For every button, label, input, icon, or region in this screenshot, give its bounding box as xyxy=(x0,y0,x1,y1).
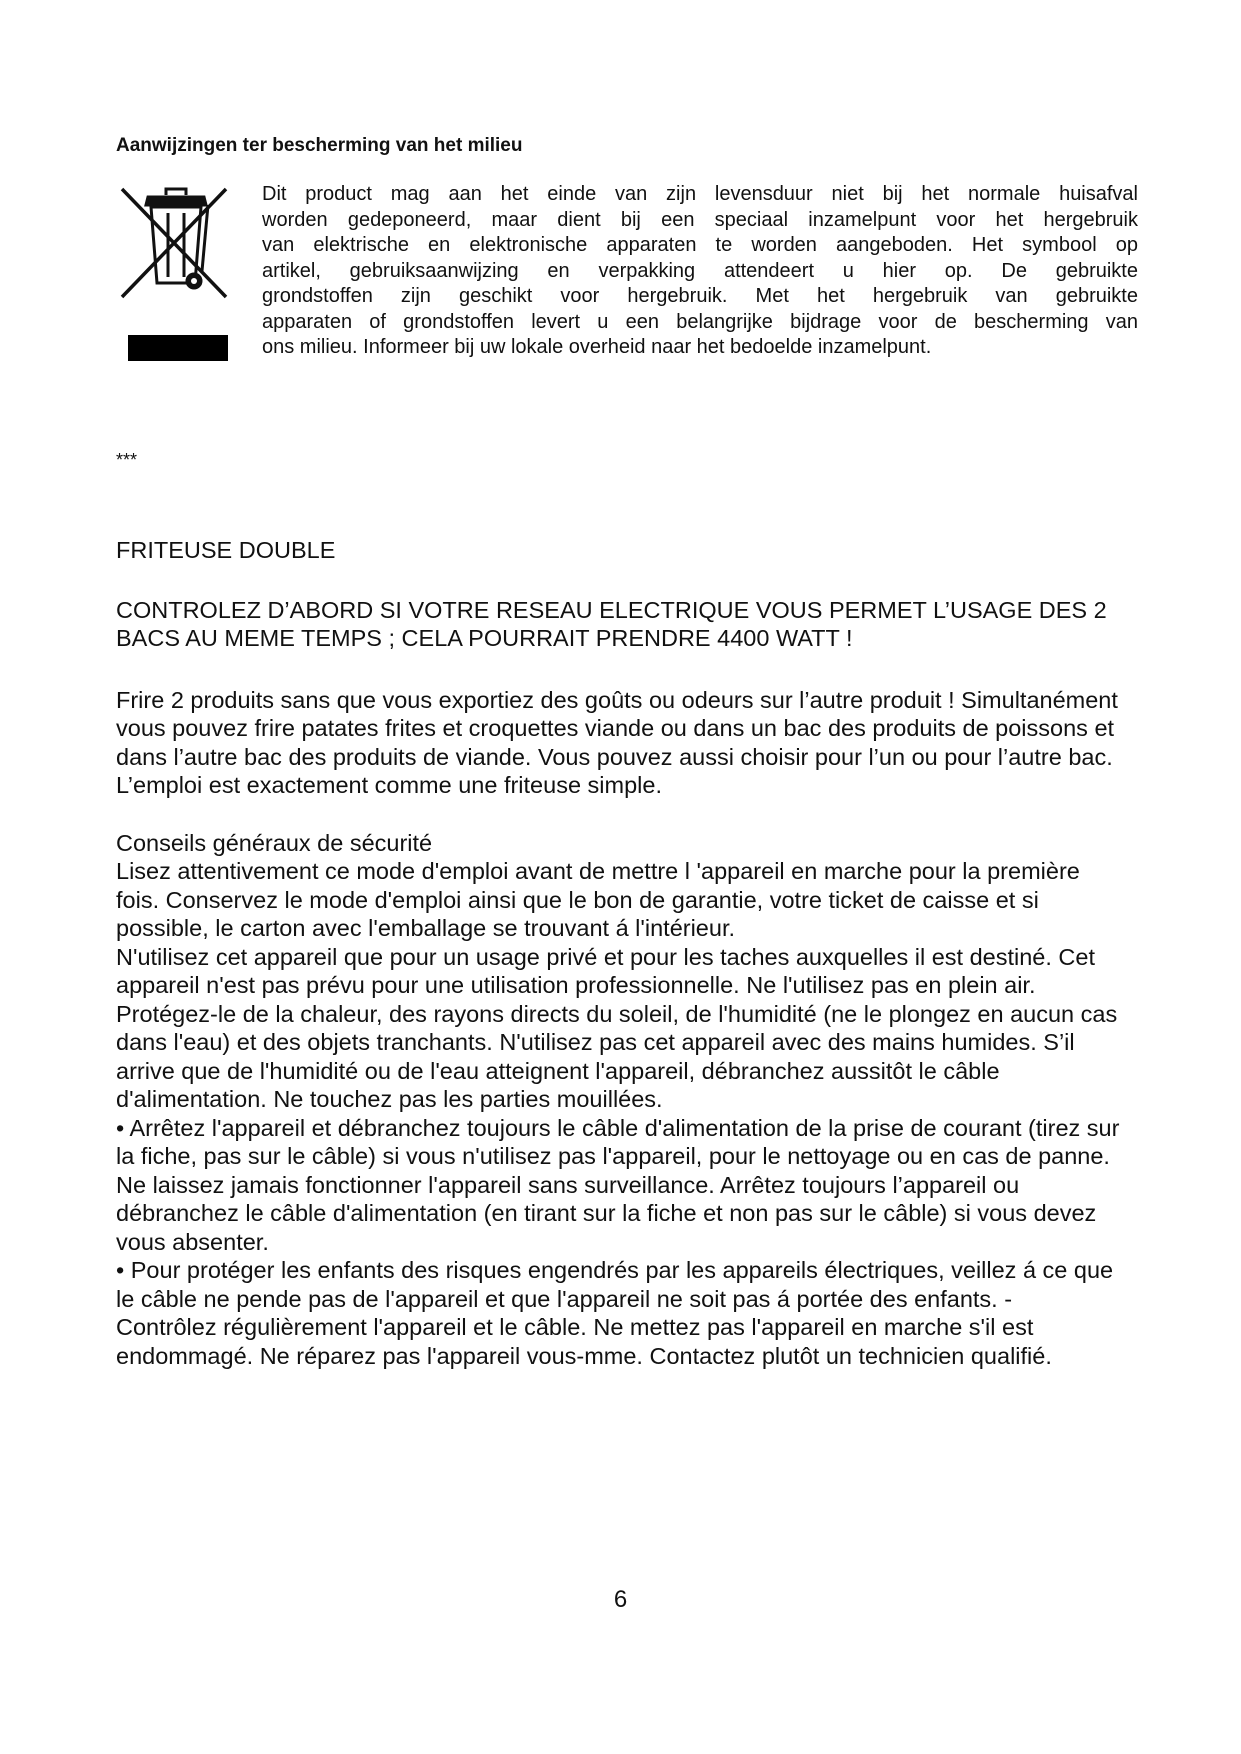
section-title: FRITEUSE DOUBLE xyxy=(116,537,336,563)
environment-notice xyxy=(262,182,1138,361)
safety-paragraph: Lisez attentivement ce mode d'emploi avant de mettre l 'appareil en marche pour la première fois. Conservez le mode d'emploi ainsi que le bon de garantie, votre ticket de caisse et si possible, le carton avec l'emballage se trouvant á l'intérieur. xyxy=(116,858,1080,941)
crossed-out-wheelie-bin-icon xyxy=(118,185,234,365)
safety-heading: Conseils généraux de sécurité xyxy=(116,829,433,856)
environment-line: Dit product mag aan het einde van zijn levensduur niet bij het normale huisafval xyxy=(262,183,1138,205)
safety-paragraph: N'utilisez cet appareil que pour un usage privé et pour les taches auxquelles il est destiné. Cet appareil n'est pas prévu pour une utilisation professionnelle. Ne l'utilisez pas en plein air. xyxy=(116,943,1096,998)
section-separator: *** xyxy=(116,450,138,470)
safety-paragraph: Contrôlez régulièrement l'appareil et le câble. Ne mettez pas l'appareil en marche s'il est endommagé. Ne réparez pas l'appareil vous-mme. Contactez plutôt un technicien qualifié. xyxy=(116,1314,1052,1369)
environment-heading: Aanwijzingen ter bescherming van het milieu xyxy=(116,135,523,156)
environment-line: ons milieu. Informeer bij uw lokale overheid naar het bedoelde inzamelpunt. xyxy=(262,336,932,358)
friteuse-section xyxy=(116,536,1126,1370)
safety-paragraph: Ne laissez jamais fonctionner l'appareil sans surveillance. Arrêtez toujours l’appareil ou débranchez le câble d'alimentation (en tirant sur la fiche et non pas sur le câble) si vous devez vous absenter. xyxy=(116,1171,1097,1255)
environment-line: apparaten of grondstoffen levert u een belangrijke bijdrage voor de bescherming van xyxy=(262,310,1138,333)
environment-line: artikel, gebruiksaanwijzing en verpakking attendeert u hier op. De gebruikte xyxy=(262,259,1138,282)
page-number: 6 xyxy=(613,1586,628,1613)
environment-line: van elektrische en elektronische apparaten te worden aangeboden. Het symbool op xyxy=(262,234,1138,256)
environment-line: worden gedeponeerd, maar dient bij een speciaal inzamelpunt voor het hergebruik xyxy=(262,208,1138,231)
power-warning: CONTROLEZ D’ABORD SI VOTRE RESEAU ELECTRIQUE VOUS PERMET L’USAGE DES 2 BACS AU MEME TEMPS ; CELA POURRAIT PRENDRE 4400 WATT ! xyxy=(116,596,1107,651)
safety-paragraph: • Pour protéger les enfants des risques engendrés par les appareils électriques, veillez á ce que le câble ne pende pas de l'appareil et que l'appareil ne soit pas á portée des enfants. - xyxy=(116,1257,1114,1312)
safety-paragraph: • Arrêtez l'appareil et débranchez toujours le câble d'alimentation de la prise de courant (tirez sur la fiche, pas sur le câble) si vous n'utilisez pas l'appareil, pour le nettoyage ou en cas de panne. xyxy=(116,1114,1120,1169)
intro-paragraph: Frire 2 produits sans que vous exportiez des goûts ou odeurs sur l’autre produit ! Simultanément vous pouvez frire patates frites et croquettes viande ou dans un bac des produits de poissons et dans l’autre bac des produits de viande. Vous pouvez aussi choisir pour l’un ou pour l’autre bac. L’emploi est exactement comme une friteuse simple. xyxy=(116,686,1118,798)
environment-line: grondstoffen zijn geschikt voor hergebruik. Met het hergebruik van gebruikte xyxy=(262,285,1138,307)
safety-paragraph: Protégez-le de la chaleur, des rayons directs du soleil, de l'humidité (ne le plongez en aucun cas dans l'eau) et des objets tranchants. N'utilisez pas cet appareil avec des mains humides. S’il arrive que de l'humidité ou de l'eau atteignent l'appareil, débranchez aussitôt le câble d'alimentation. Ne touchez pas les parties mouillées. xyxy=(116,1000,1118,1112)
